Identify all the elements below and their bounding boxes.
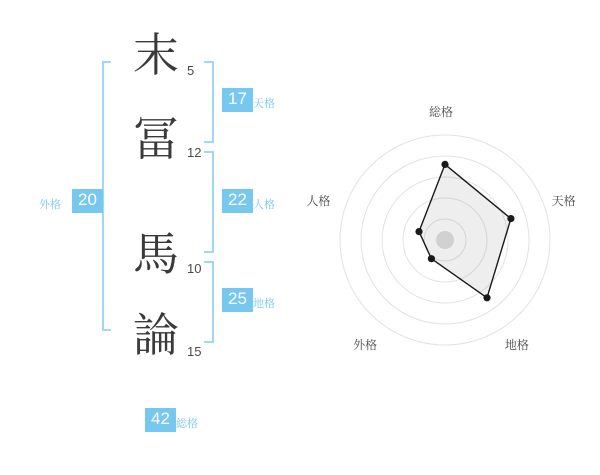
radar-axis-label-tenkaku: 天格 — [551, 194, 576, 209]
kakusu-label-jinkaku: 人格 — [253, 199, 275, 211]
kakusu-value-chikaku: 25 — [222, 288, 253, 312]
radar-axis-label-jinkaku: 人格 — [306, 194, 331, 209]
kakusu-value-tenkaku: 17 — [222, 88, 253, 112]
name-character: 冨 — [133, 112, 179, 166]
name-character: 論 — [133, 308, 179, 362]
kakusu-value-gaikaku: 20 — [72, 189, 103, 213]
kakusu-label-gaikaku: 外格 — [39, 199, 61, 211]
radar-axis-label-chikaku: 地格 — [504, 338, 529, 353]
name-character: 末 — [133, 28, 179, 82]
radar-axis-label-soukaku: 総格 — [429, 105, 454, 119]
stroke-count: 5 — [187, 63, 195, 78]
name-character: 馬 — [133, 227, 179, 281]
stroke-count: 10 — [187, 261, 202, 276]
stroke-count: 12 — [187, 145, 202, 160]
kakusu-label-tenkaku: 天格 — [253, 98, 275, 110]
radar-chart-svg — [310, 0, 600, 470]
kakusu-label-chikaku: 地格 — [253, 298, 275, 310]
radar-axis-label-gaikaku: 外格 — [353, 338, 378, 353]
kakusu-label-soukaku: 総格 — [176, 418, 198, 430]
stroke-count: 15 — [187, 344, 202, 359]
radar-chart — [306, 0, 600, 470]
kakusu-value-jinkaku: 22 — [222, 189, 253, 213]
kakusu-value-soukaku: 42 — [145, 408, 176, 432]
